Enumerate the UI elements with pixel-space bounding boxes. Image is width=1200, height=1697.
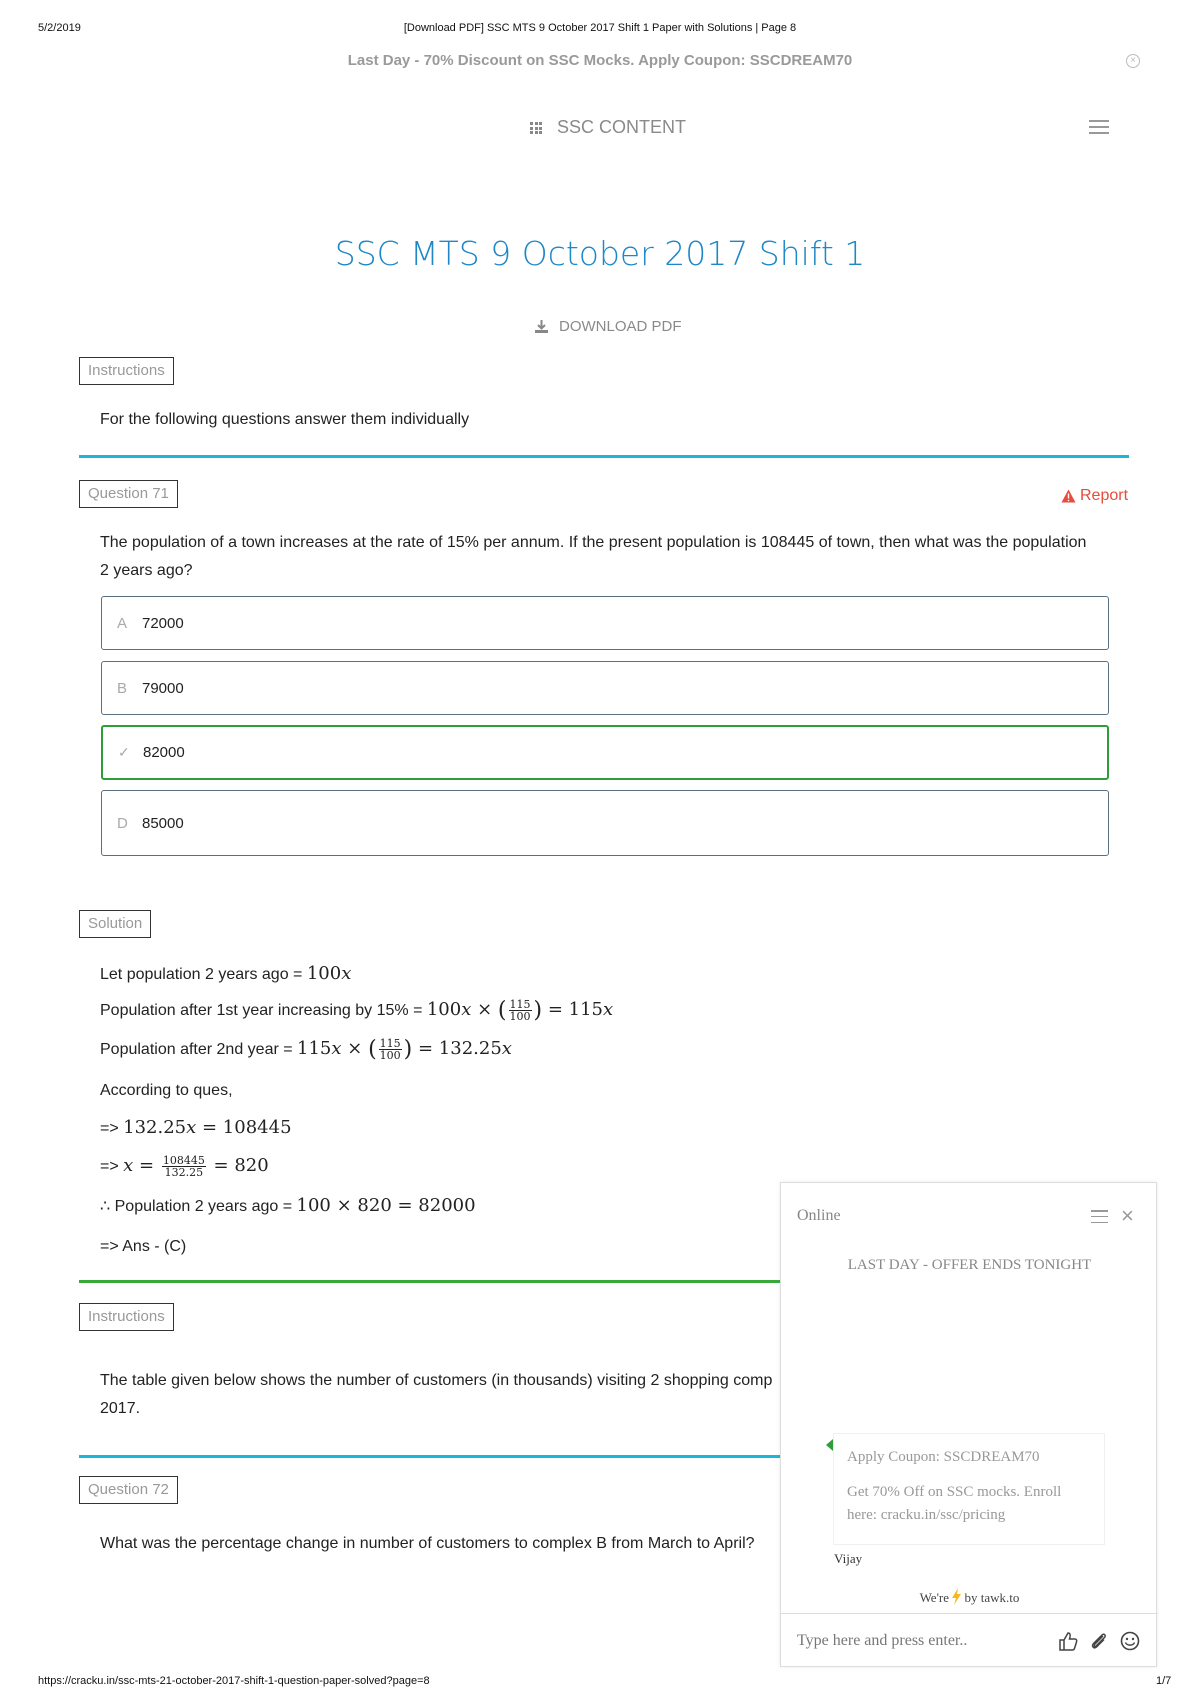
menu-icon[interactable] [1089,120,1109,134]
instructions-text-line2: 2017. [100,1400,141,1417]
chat-message-line1: Apply Coupon: SSCDREAM70 [847,1449,1040,1465]
solution-line-6: => x = $\frac{108445}{132.25}$ = 820 [100,1154,269,1180]
nav-ssc-content[interactable]: SSC CONTENT [557,117,687,137]
option-value: 82000 [143,744,185,761]
chat-brand[interactable]: We're by tawk.to [919,1590,1020,1605]
close-icon[interactable]: × [1126,54,1140,68]
solution-line-3: Population after 2nd year = 115x × ( $\frac{115}{100}$ ) = 132.25x [100,1036,512,1063]
question-text-line2: 2 years ago? [100,562,193,579]
instructions-text-line1: The table given below shows the number of customers (in thousands) visiting 2 shopping comp [100,1372,773,1389]
instructions-tag: Instructions [79,357,174,385]
option-b[interactable] [101,661,1109,715]
solution-line-8: => Ans - (C) [100,1238,187,1255]
chat-status: Online [797,1207,841,1224]
option-value: 72000 [142,614,184,632]
question-text-line1: The population of a town increases at the rate of 15% per annum. If the present population is 108445 of town, then what was the population [100,534,1087,551]
chat-input[interactable]: Type here and press enter.. [797,1632,968,1649]
solution-line-2: Population after 1st year increasing by 15% = 100x × ( $\frac{115}{100}$ ) = 115x [100,997,614,1024]
chat-message [833,1433,1105,1545]
chat-close-icon[interactable]: × [1121,1203,1134,1228]
chat-input-area[interactable] [781,1613,1158,1668]
solution-line-1: Let population 2 years ago = 100x [100,963,352,984]
attachment-icon[interactable] [1088,1630,1110,1652]
option-a[interactable] [101,596,1109,650]
warning-icon [1061,489,1076,503]
print-url: https://cracku.in/ssc-mts-21-october-2017-shift-1-question-paper-solved?page=8 [38,1675,430,1687]
chat-message-line2: Get 70% Off on SSC mocks. Enroll here: cracku.in/ssc/pricing [847,1484,1062,1523]
solution-line-5: => 132.25x = 108445 [100,1117,292,1138]
chat-menu-icon[interactable] [1091,1210,1108,1223]
report-button[interactable] [1061,487,1128,505]
instructions-tag: Instructions [79,1303,174,1331]
print-page-number: 1/7 [1156,1675,1172,1687]
bubble-arrow-icon [826,1439,833,1451]
download-pdf-link[interactable]: DOWNLOAD PDF [559,318,682,335]
chat-banner: LAST DAY - OFFER ENDS TONIGHT [847,1257,1092,1273]
emoji-icon[interactable] [1119,1630,1141,1652]
question-text: What was the percentage change in number of customers to complex B from March to April? [100,1535,755,1552]
chat-author: Vijay [834,1551,863,1566]
option-c-correct[interactable] [101,725,1109,780]
option-value: 85000 [142,814,184,832]
thumbs-up-icon[interactable] [1057,1630,1079,1652]
grid-icon[interactable] [530,122,542,134]
instructions-text: For the following questions answer them individually [100,411,470,428]
solution-tag: Solution [79,910,151,938]
print-title: [Download PDF] SSC MTS 9 October 2017 Shift 1 Paper with Solutions | Page 8 [403,22,797,34]
print-date: 5/2/2019 [38,22,81,34]
solution-line-7: ∴ Population 2 years ago = 100 × 820 = 82000 [100,1195,476,1216]
report-label: Report [1080,487,1129,504]
check-icon: ✓ [118,744,130,760]
download-icon[interactable] [534,319,549,334]
option-letter: D [117,814,128,832]
chat-widget[interactable] [780,1182,1157,1667]
page-title: SSC MTS 9 October 2017 Shift 1 [334,234,866,273]
option-value: 79000 [142,679,184,697]
section-divider [79,455,1129,458]
solution-line-4: According to ques, [100,1082,233,1099]
promo-banner[interactable]: Last Day - 70% Discount on SSC Mocks. Apply Coupon: SSCDREAM70 [347,52,853,69]
option-letter: A [117,614,128,632]
question-tag: Question 72 [79,1476,178,1504]
bolt-icon [952,1588,961,1605]
question-tag: Question 71 [79,480,178,508]
option-d[interactable] [101,790,1109,856]
option-letter: B [117,679,128,697]
